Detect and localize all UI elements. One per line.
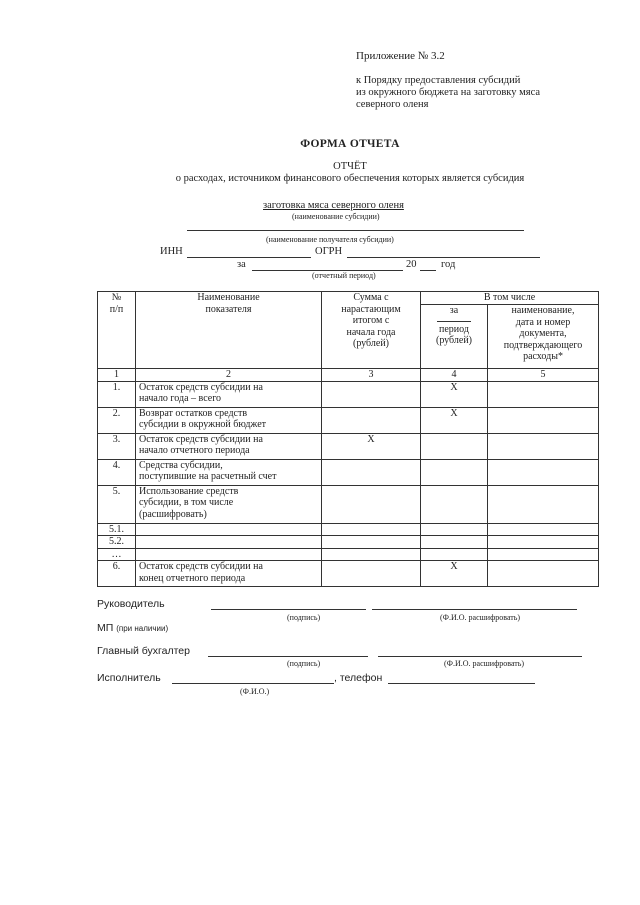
col-number: 2 xyxy=(136,369,322,382)
row-document[interactable] xyxy=(488,561,599,587)
row-document[interactable] xyxy=(488,433,599,459)
inn-field[interactable] xyxy=(187,257,311,258)
row-label xyxy=(136,561,322,587)
row-label xyxy=(136,548,322,561)
row-label-line: начало года – всего xyxy=(139,393,222,404)
row-sum[interactable] xyxy=(322,548,421,561)
row-label xyxy=(136,407,322,433)
accountant-fio-field[interactable] xyxy=(378,656,582,657)
appendix-title: Приложение № 3.2 xyxy=(356,50,445,62)
header-period: за период (рублей) xyxy=(421,305,488,369)
col-number: 1 xyxy=(98,369,136,382)
col-number: 4 xyxy=(421,369,488,382)
row-label-line: конец отчетного периода xyxy=(139,572,246,584)
appendix-line-2: из окружного бюджета на заготовку мяса xyxy=(356,87,541,98)
table-row xyxy=(98,536,599,549)
header-num: № п/п xyxy=(98,292,136,369)
row-period[interactable] xyxy=(421,536,488,549)
row-sum[interactable] xyxy=(322,407,421,433)
row-document[interactable] xyxy=(488,523,599,536)
row-period[interactable]: X xyxy=(421,381,488,407)
row-sum[interactable]: X xyxy=(322,433,421,459)
table-row xyxy=(98,485,599,523)
header-name: Наименование показателя xyxy=(136,292,322,369)
phone-label: , телефон xyxy=(334,672,383,684)
report-subheading: о расходах, источником финансового обеспечения которых является субсидия xyxy=(175,173,525,184)
year-prefix: 20 xyxy=(406,259,417,270)
head-signature-field[interactable] xyxy=(211,609,366,610)
mp-label: МП (при наличии) xyxy=(97,622,169,634)
row-label-line: Остаток средств субсидии на xyxy=(139,433,263,445)
table-row xyxy=(98,548,599,561)
subsidy-caption: (наименование субсидии) xyxy=(292,212,380,221)
col-number: 5 xyxy=(488,369,599,382)
col-number: 3 xyxy=(322,369,421,382)
executor-label: Исполнитель xyxy=(97,672,161,684)
phone-field[interactable] xyxy=(388,683,535,684)
table-row xyxy=(98,523,599,536)
accountant-label: Главный бухгалтер xyxy=(97,645,190,657)
year-field[interactable] xyxy=(420,270,436,271)
row-period[interactable] xyxy=(421,433,488,459)
row-label-line: Возврат остатков средств xyxy=(139,407,248,419)
table-row xyxy=(98,381,599,407)
subsidy-name: заготовка мяса северного оленя xyxy=(263,200,404,211)
inn-label: ИНН xyxy=(160,246,183,257)
appendix-line-3: северного оленя xyxy=(356,99,429,110)
row-number: … xyxy=(98,548,136,561)
ogrn-field[interactable] xyxy=(347,257,540,258)
row-sum[interactable] xyxy=(322,381,421,407)
table-row xyxy=(98,407,599,433)
report-heading: ОТЧЁТ xyxy=(333,161,367,172)
row-label xyxy=(136,433,322,459)
row-sum[interactable] xyxy=(322,485,421,523)
row-period[interactable]: X xyxy=(421,561,488,587)
report-table xyxy=(97,291,599,587)
row-period[interactable]: X xyxy=(421,407,488,433)
head-label: Руководитель xyxy=(97,598,165,610)
row-document[interactable] xyxy=(488,485,599,523)
row-period[interactable] xyxy=(421,523,488,536)
header-document: наименование, дата и номер документа, подтверждающего расходы* xyxy=(488,305,599,369)
row-period[interactable] xyxy=(421,485,488,523)
ogrn-label: ОГРН xyxy=(315,246,343,257)
accountant-fio-caption: (Ф.И.О. расшифровать) xyxy=(444,659,525,668)
row-label xyxy=(136,381,322,407)
table-row xyxy=(98,459,599,485)
row-document[interactable] xyxy=(488,407,599,433)
row-number: 6. xyxy=(98,561,136,587)
row-label-line: субсидии, в том числе xyxy=(139,497,234,508)
row-period[interactable] xyxy=(421,548,488,561)
header-sum: Сумма с нарастающим итогом с начала года (рублей) xyxy=(322,292,421,369)
row-label xyxy=(136,523,322,536)
year-suffix: год xyxy=(441,259,456,270)
row-document[interactable] xyxy=(488,536,599,549)
head-fio-field[interactable] xyxy=(372,609,577,610)
accountant-signature-caption: (подпись) xyxy=(287,659,321,668)
row-label-line: (расшифровать) xyxy=(139,508,207,520)
row-number: 5.2. xyxy=(98,536,136,549)
table-row xyxy=(98,433,599,459)
recipient-line[interactable] xyxy=(187,230,524,231)
row-period[interactable] xyxy=(421,459,488,485)
row-sum[interactable] xyxy=(322,459,421,485)
period-prefix: за xyxy=(237,259,246,270)
row-label-line: Средства субсидии, xyxy=(139,459,223,471)
recipient-caption: (наименование получателя субсидии) xyxy=(266,235,394,244)
row-document[interactable] xyxy=(488,381,599,407)
row-label-line: Остаток средств субсидии на xyxy=(139,561,263,572)
row-label xyxy=(136,459,322,485)
row-label-line: субсидии в окружной бюджет xyxy=(139,419,266,430)
table-row xyxy=(98,561,599,587)
row-label-line: поступившие на расчетный счет xyxy=(139,471,277,482)
row-label xyxy=(136,536,322,549)
head-signature-caption: (подпись) xyxy=(287,613,321,622)
form-title: ФОРМА ОТЧЕТА xyxy=(300,138,400,150)
row-number: 5.1. xyxy=(98,523,136,536)
executor-fio-field[interactable] xyxy=(172,683,334,684)
row-number: 1. xyxy=(98,381,136,407)
row-number: 5. xyxy=(98,485,136,523)
row-label xyxy=(136,485,322,523)
row-sum[interactable] xyxy=(322,536,421,549)
appendix-line-1: к Порядку предоставления субсидий xyxy=(356,75,521,86)
row-label-line: начало отчетного периода xyxy=(139,445,250,456)
header-including: В том числе xyxy=(421,292,599,305)
row-document[interactable] xyxy=(488,548,599,561)
executor-caption: (Ф.И.О.) xyxy=(240,687,270,696)
row-sum[interactable] xyxy=(322,523,421,536)
accountant-signature-field[interactable] xyxy=(208,656,368,657)
period-caption: (отчетный период) xyxy=(312,271,376,280)
row-number: 4. xyxy=(98,459,136,485)
row-label-line: Остаток средств субсидии на xyxy=(139,381,263,393)
head-fio-caption: (Ф.И.О. расшифровать) xyxy=(440,613,521,622)
row-sum[interactable] xyxy=(322,561,421,587)
row-number: 2. xyxy=(98,407,136,433)
row-number: 3. xyxy=(98,433,136,459)
row-document[interactable] xyxy=(488,459,599,485)
row-label-line: Использование средств xyxy=(139,485,239,497)
